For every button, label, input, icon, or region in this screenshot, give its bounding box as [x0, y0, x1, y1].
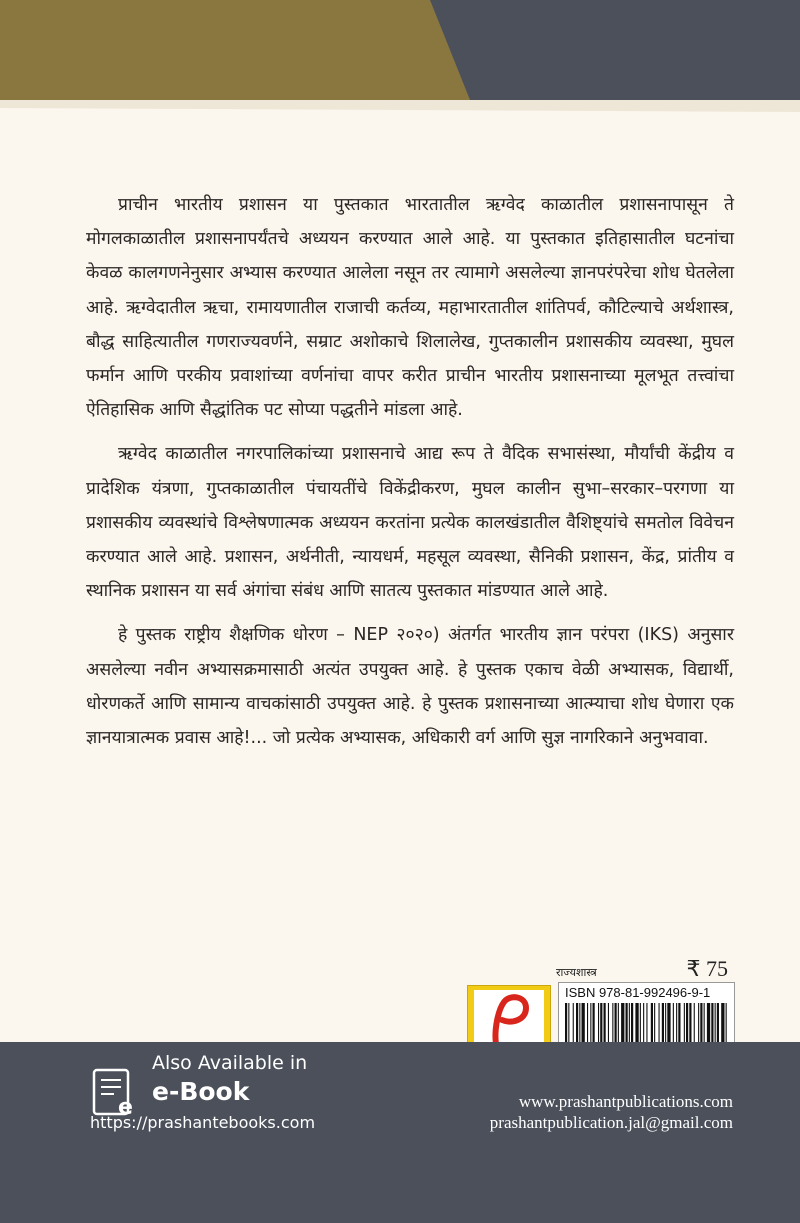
ebook-availability-label: Also Available in: [152, 1052, 308, 1074]
cream-shadow: [0, 100, 800, 112]
ebook-link[interactable]: https://prashantebooks.com: [90, 1113, 316, 1132]
subject-label: राज्यशास्त्र: [556, 966, 597, 979]
paragraph-2: ऋग्वेद काळातील नगरपालिकांच्या प्रशासनाचे आद्य रूप ते वैदिक सभासंस्था, मौर्यांची केंद्रीय व प्रादेशिक यंत्रणा, गुप्तकाळातील पंचायतींचे विकेंद्रीकरण, मुघल कालीन सुभा–सरकार–परगणा या प्रशासकीय व्यवस्थांचे विश्लेषणात्मक अध्ययन करतांना प्रत्येक कालखंडातील वैशिष्ट्यांचे समतोल विवेचन करण्यात आले आहे. प्रशासन, अर्थनीती, न्यायधर्म, महसूल व्यवस्था, सैनिकी प्रशासन, केंद्र, प्रांतीय व स्थानिक प्रशासन या सर्व अंगांचा संबंध आणि सातत्य पुस्तकात मांडण्यात आले आहे.: [86, 444, 734, 602]
isbn-number: ISBN 978-81-992496-9-1: [565, 985, 711, 1000]
price-label: ₹ 75: [686, 956, 728, 981]
paragraph-3: हे पुस्तक राष्ट्रीय शैक्षणिक धोरण – NEP २०२०) अंतर्गत भारतीय ज्ञान परंपरा (IKS) अनुसार असलेल्या नवीन अभ्यासक्रमासाठी अत्यंत उपयुक्त आहे. हे पुस्तक एकाच वेळी अभ्यासक, विद्यार्थी, धोरणकर्ते आणि सामान्य वाचकांसाठी उपयुक्त आहे. हे पुस्तक प्रशासनाच्या आत्म्याचा शोध घेणारा एक ज्ञानयात्रात्मक प्रवास आहे!... जो प्रत्येक अभ्यासक, अधिकारी वर्ग आणि सुज्ञ नागरिकाने अनुभवावा.: [86, 625, 734, 749]
website-link[interactable]: www.prashantpublications.com: [518, 1092, 733, 1111]
slate-corner: [430, 0, 800, 100]
paragraph-1: प्राचीन भारतीय प्रशासन या पुस्तकात भारतातील ऋग्वेद काळातील प्रशासनापासून ते मोगलकाळातील प्रशासनापर्यंतचे अध्ययन करण्यात आले आहे. या पुस्तकात इतिहासातील घटनांचा केवळ कालगणनेनुसार अभ्यास करण्यात आलेला नसून तर त्यामागे असलेल्या ज्ञानपरंपरेचा शोध घेतलेला आहे. ऋग्वेदातील ऋचा, रामायणातील राजाची कर्तव्य, महाभारतातील शांतिपर्व, कौटिल्याचे अर्थशास्त्र, बौद्ध साहित्यातील गणराज्यवर्णने, सम्राट अशोकाचे शिलालेख, गुप्तकालीन प्रशासकीय व्यवस्था, मुघल फर्मान आणि परकीय प्रवाशांच्या वर्णनांचा वापर करीत प्राचीन भारतीय प्रशासनाच्या मूलभूत तत्त्वांचा ऐतिहासिक आणि सैद्धांतिक पट सोप्या पद्धतीने मांडला आहे.: [86, 195, 734, 421]
svg-text:e: e: [118, 1095, 133, 1120]
description-text: [86, 188, 734, 765]
email-link[interactable]: prashantpublication.jal@gmail.com: [489, 1113, 733, 1132]
ebook-label: e-Book: [152, 1077, 250, 1106]
